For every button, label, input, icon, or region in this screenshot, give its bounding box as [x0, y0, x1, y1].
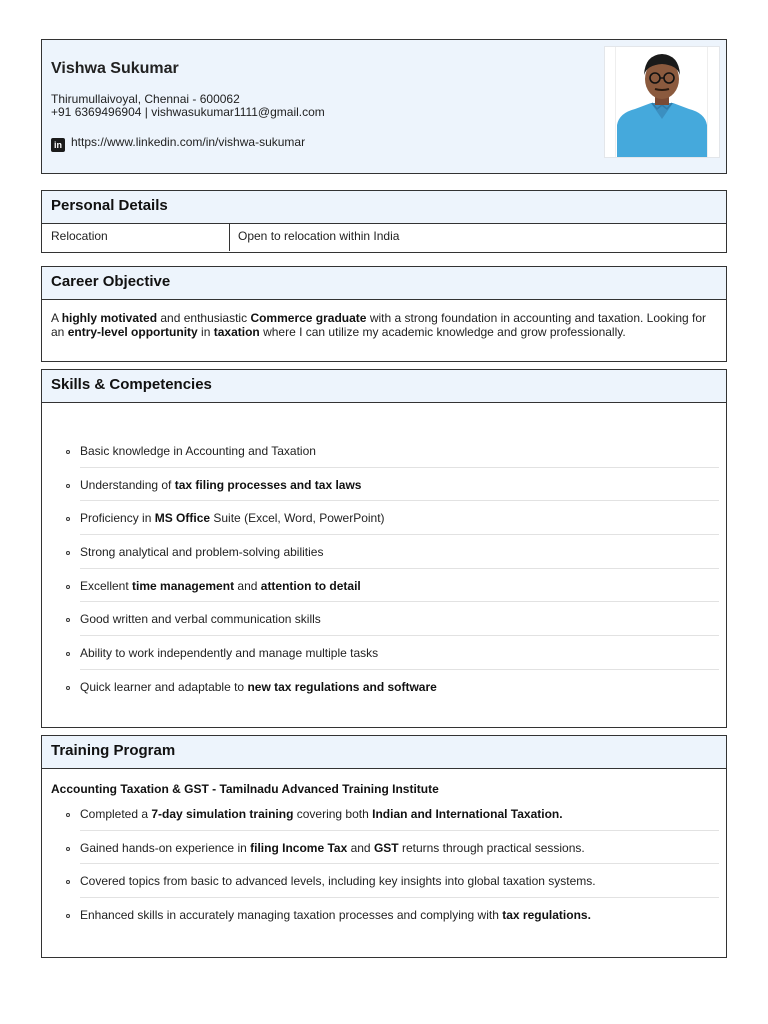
text-segment: and: [234, 578, 261, 593]
skill-item: [80, 468, 719, 502]
training-item: [80, 797, 719, 831]
skills-section: [41, 369, 727, 728]
text-segment: and enthusiastic: [157, 311, 251, 325]
bold-text: MS Office: [154, 511, 211, 526]
bullet-icon: [66, 813, 70, 817]
career-objective-title: Career Objective: [42, 267, 726, 300]
bold-text: tax regulations.: [502, 908, 591, 923]
text-segment: Proficiency in: [80, 511, 155, 526]
bullet-icon: [66, 847, 70, 851]
resume-header: [41, 39, 727, 174]
text-segment: where I can utilize my academic knowledge and grow professionally.: [259, 325, 626, 339]
bold-text: entry-level opportunity: [67, 325, 198, 339]
text-segment: and: [347, 840, 374, 855]
relocation-value: Open to relocation within India: [238, 229, 400, 243]
text-segment: covering both: [293, 807, 373, 821]
bullet-icon: [66, 686, 70, 690]
personal-details-title: Personal Details: [42, 191, 726, 224]
text-segment: Quick learner and adaptable to: [80, 679, 248, 694]
career-objective-text: [42, 300, 726, 350]
bullet-icon: [66, 517, 70, 521]
bullet-icon: [66, 484, 70, 488]
bold-text: Commerce graduate: [250, 311, 367, 325]
training-item: [80, 831, 719, 865]
skill-item: [80, 434, 719, 468]
bold-text: filing Income Tax: [250, 840, 348, 855]
career-objective-section: [41, 266, 727, 362]
text-segment: Gained hands-on experience in: [80, 840, 251, 855]
text-segment: returns through practical sessions.: [398, 840, 585, 855]
address: Thirumullaivoyal, Chennai - 600062: [51, 92, 240, 106]
bold-text: taxation: [213, 325, 260, 339]
text-segment: Understanding of: [80, 477, 175, 492]
bullet-icon: [66, 585, 70, 589]
text-segment: Good written and verbal communication skills: [80, 612, 321, 627]
skills-list: [42, 434, 726, 704]
skill-item: [80, 535, 719, 569]
text-segment: Enhanced skills in accurately managing taxation processes and complying with: [80, 908, 503, 923]
training-institute: Accounting Taxation & GST - Tamilnadu Advanced Training Institute: [51, 782, 439, 796]
skill-item: [80, 636, 719, 670]
bold-text: 7-day simulation training: [151, 807, 294, 821]
text-segment: in: [197, 325, 214, 339]
bullet-icon: [66, 618, 70, 622]
training-item: [80, 864, 719, 898]
text-segment: Basic knowledge in Accounting and Taxation: [80, 444, 316, 458]
skills-title: Skills & Competencies: [42, 370, 726, 403]
contact-info: +91 6369496904 | vishwasukumar1111@gmail.com: [51, 105, 325, 119]
linkedin-link[interactable]: https://www.linkedin.com/in/vishwa-sukumar: [71, 135, 306, 149]
bold-text: new tax regulations and software: [247, 679, 437, 694]
profile-photo: [604, 46, 720, 158]
linkedin-row: [51, 132, 305, 152]
training-list: [42, 797, 726, 932]
text-segment: Ability to work independently and manage multiple tasks: [80, 646, 379, 661]
training-title: Training Program: [42, 736, 726, 769]
bullet-icon: [66, 652, 70, 656]
linkedin-icon: in: [51, 138, 65, 152]
bold-text: Indian and International Taxation.: [372, 807, 563, 821]
candidate-name: Vishwa Sukumar: [51, 60, 179, 77]
bullet-icon: [66, 880, 70, 884]
personal-details-section: [41, 190, 727, 253]
training-section: [41, 735, 727, 958]
bullet-icon: [66, 914, 70, 918]
bold-text: tax filing processes and tax laws: [174, 477, 362, 492]
bullet-icon: [66, 551, 70, 555]
skill-item: [80, 602, 719, 636]
bold-text: GST: [373, 840, 399, 855]
text-segment: with a strong foundation in accounting and taxation. Looking for an: [51, 311, 707, 339]
training-item: [80, 898, 719, 932]
profile-photo-icon: [605, 47, 719, 157]
personal-details-row: [42, 224, 726, 251]
text-segment: Suite (Excel, Word, PowerPoint): [210, 511, 385, 526]
bullet-icon: [66, 450, 70, 454]
relocation-label: Relocation: [42, 224, 230, 251]
text-segment: Covered topics from basic to advanced levels, including key insights into global taxation systems.: [80, 874, 596, 889]
skill-item: [80, 569, 719, 603]
bold-text: highly motivated: [61, 311, 158, 325]
text-segment: Excellent: [80, 578, 133, 593]
text-segment: A: [51, 311, 62, 325]
skill-item: [80, 501, 719, 535]
skill-item: [80, 670, 719, 704]
bold-text: time management: [132, 578, 235, 593]
text-segment: Completed a: [80, 807, 152, 821]
text-segment: Strong analytical and problem-solving abilities: [80, 545, 324, 560]
bold-text: attention to detail: [260, 578, 361, 593]
